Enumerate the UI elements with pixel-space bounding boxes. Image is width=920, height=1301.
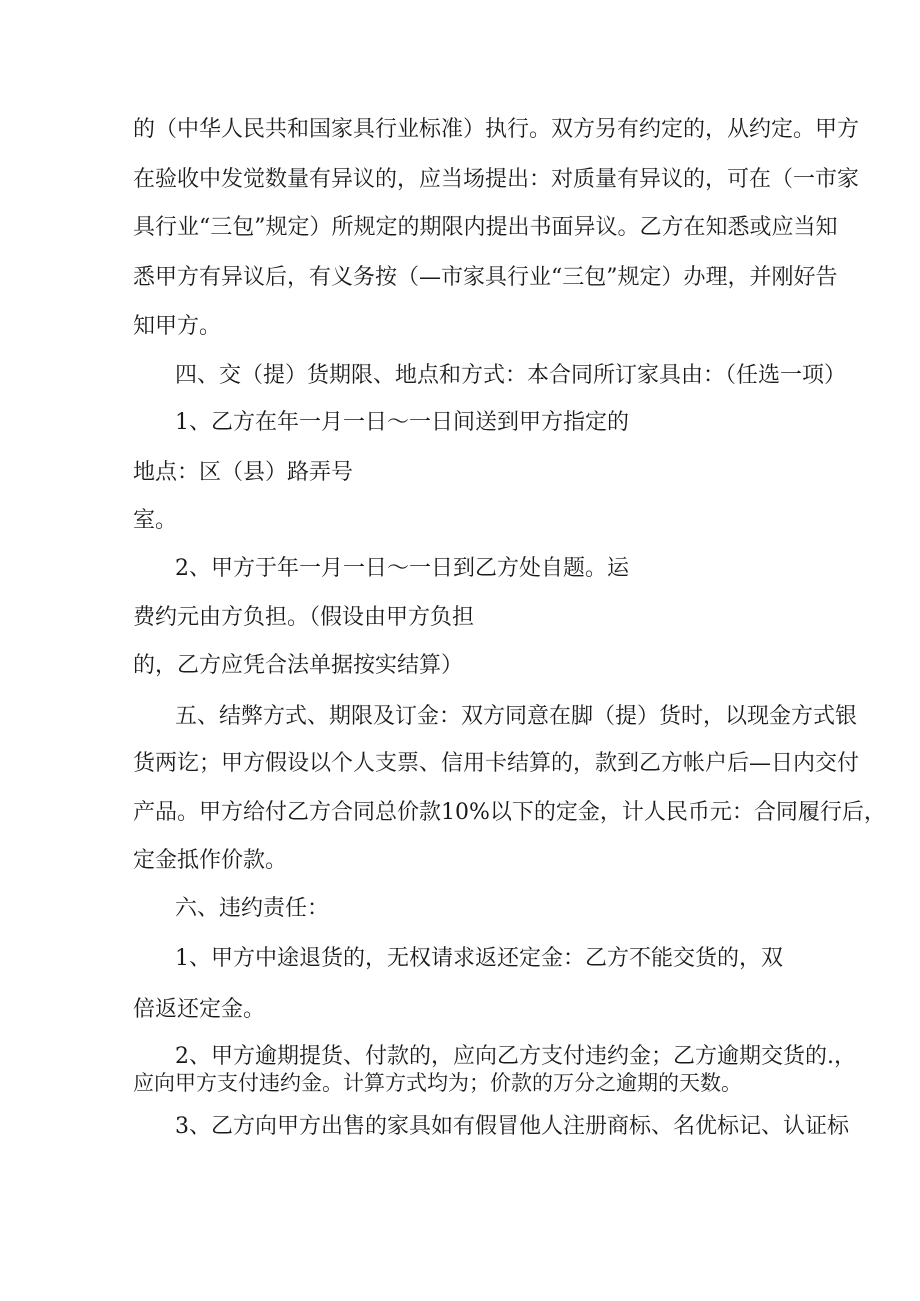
text-line: 应向甲方支付违约金。计算方式均为；价款的万分之逾期的天数。 (133, 1071, 742, 1095)
text-line: 1、甲方中途退货的，无权请求返还定金：乙方不能交货的，双 (175, 946, 783, 971)
text-line: 在验收中发觉数量有异议的，应当场提出：对质量有异议的，可在（一市家 (133, 167, 860, 192)
text-line: 地点：区（县）路弄号 (133, 460, 354, 485)
text-line: 倍返还定金。 (133, 997, 266, 1022)
text-line: 费约元由方负担。（假设由甲方负担 (133, 605, 475, 630)
text-line: 货两讫；甲方假设以个人支票、信用卡结算的，款到乙方帐户后—日内交付 (133, 751, 860, 776)
text-line: 产品。甲方给付乙方合同总价款10%以下的定金，计人民币元：合同履行后， (133, 800, 886, 825)
text-line: 知甲方。 (133, 314, 222, 339)
section-heading: 六、违约责任： (175, 896, 330, 921)
text-line: 的，乙方应凭合法单据按实结算） (133, 653, 464, 678)
text-line: 定金抵作价款。 (133, 848, 288, 873)
text-line: 室。 (133, 508, 178, 533)
section-heading: 五、结弊方式、期限及订金：双方同意在脚（提）货时，以现金方式银 (175, 704, 858, 729)
text-line: 1、乙方在年一月一日～一日间送到甲方指定的 (175, 410, 629, 435)
text-line: 悉甲方有异议后，有义务按（—市家具行业“三包”规定）办理，并刚好告 (133, 265, 838, 290)
text-line: 的（中华人民共和国家具行业标准）执行。双方另有约定的，从约定。甲方 (133, 117, 860, 142)
text-line: 具行业“三包”规定）所规定的期限内提出书面异议。乙方在知悉或应当知 (133, 215, 838, 240)
text-line: 2、甲方逾期提货、付款的，应向乙方支付违约金；乙方逾期交货的.， (175, 1044, 856, 1069)
text-line: 2、甲方于年一月一日～一日到乙方处自题。运 (175, 556, 629, 581)
section-heading: 四、交（提）货期限、地点和方式：本合同所订家具由：（任选一项） (175, 363, 847, 388)
text-line: 3、乙方向甲方出售的家具如有假冒他人注册商标、名优标记、认证标 (175, 1114, 849, 1139)
